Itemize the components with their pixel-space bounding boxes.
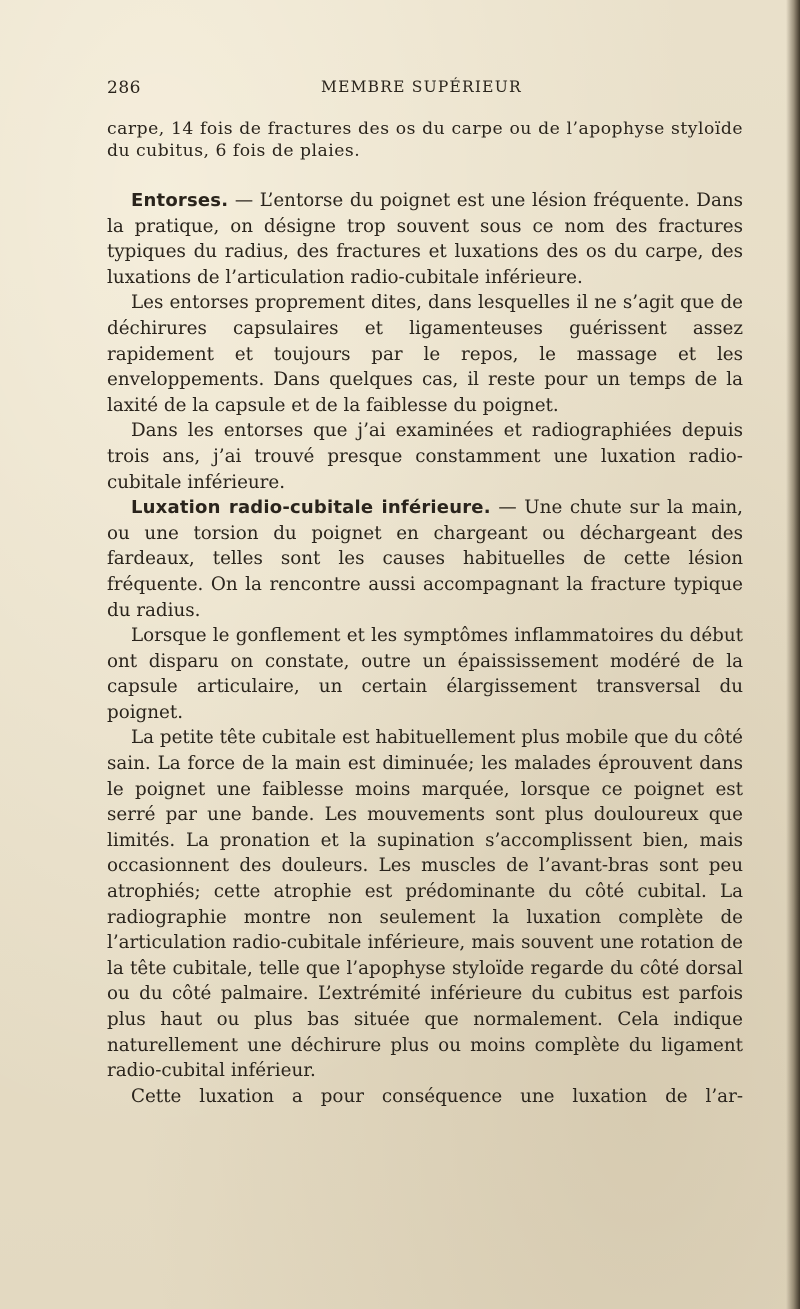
paragraph-entorses-examinees: Dans les entorses que j’ai examinées et radiographiées depuis trois ans, j’ai trouvé presque constamment une luxation radio-cubitale inférieure. (107, 420, 743, 493)
paragraph-luxation-text: — Une chute sur la main, ou une torsion du poignet en chargeant ou déchargeant des fardeaux, telles sont les causes habituelles de cette lésion fréquente. On la rencontre aussi accompagnant la fracture typique du radius. (107, 497, 743, 621)
paragraph-opening: carpe, 14 fois de fractures des os du carpe ou de l’apophyse styloïde du cubitus, 6 fois de plaies. (107, 119, 743, 161)
section-heading-luxation: Luxation radio-cubitale inférieure. (131, 497, 491, 519)
page-number: 286 (107, 78, 141, 98)
running-title: MEMBRE SUPÉRIEUR (321, 78, 522, 96)
page-binding-edge (786, 0, 800, 1309)
paragraph-petite-tete: La petite tête cubitale est habituellement plus mobile que du côté sain. La force de la main est diminuée; les malades éprouvent dans le poignet une faiblesse moins marquée, lorsque ce poignet est serré par une bande. Les mouvements sont plus douloureux que limités. La pronation et la supination s’accomplissent bien, mais occasionnent des douleurs. Les muscles de l’avant-bras sont peu atrophiés; cette atrophie est prédominante du côté cubital. La radiographie montre non seulement la luxation complète de l’articulation radio-cubitale inférieure, mais souvent une rotation de la tête cubitale, telle que l’apophyse styloïde regarde du côté dorsal ou du côté palmaire. L’extrémité inférieure du cubitus est parfois plus haut ou plus bas située que normalement. Cela indique naturellement une déchirure plus ou moins complète du ligament radio-cubital inférieur. (107, 727, 743, 1082)
paragraph-entorses-text: — L’entorse du poignet est une lésion fréquente. Dans la pratique, on désigne trop souvent sous ce nom des fractures typiques du radius, des fractures et luxations des os du carpe, des luxations de l’articulation radio-cubitale inférieure. (107, 190, 743, 288)
paragraph-luxation (107, 495, 743, 623)
paragraph-entorses (107, 188, 743, 290)
book-page (107, 78, 743, 1109)
section-heading-entorses: Entorses. (131, 190, 229, 211)
paragraph-entorses-proprement: Les entorses proprement dites, dans lesquelles il ne s’agit que de déchirures capsulaires et ligamenteuses guérissent assez rapidement et toujours par le repos, le massage et les enveloppements. Dans quelques cas, il reste pour un temps de la laxité de la capsule et de la faiblesse du poignet. (107, 292, 743, 416)
paragraph-consequence: Cette luxation a pour conséquence une luxation de l’ar- (131, 1085, 743, 1107)
running-header (107, 78, 743, 104)
body-text (107, 118, 743, 1109)
paragraph-gonflement: Lorsque le gonflement et les symptômes inflammatoires du début ont disparu on constate, outre un épaississement modéré de la capsule articulaire, un certain élargissement transversal du poignet. (107, 625, 743, 723)
